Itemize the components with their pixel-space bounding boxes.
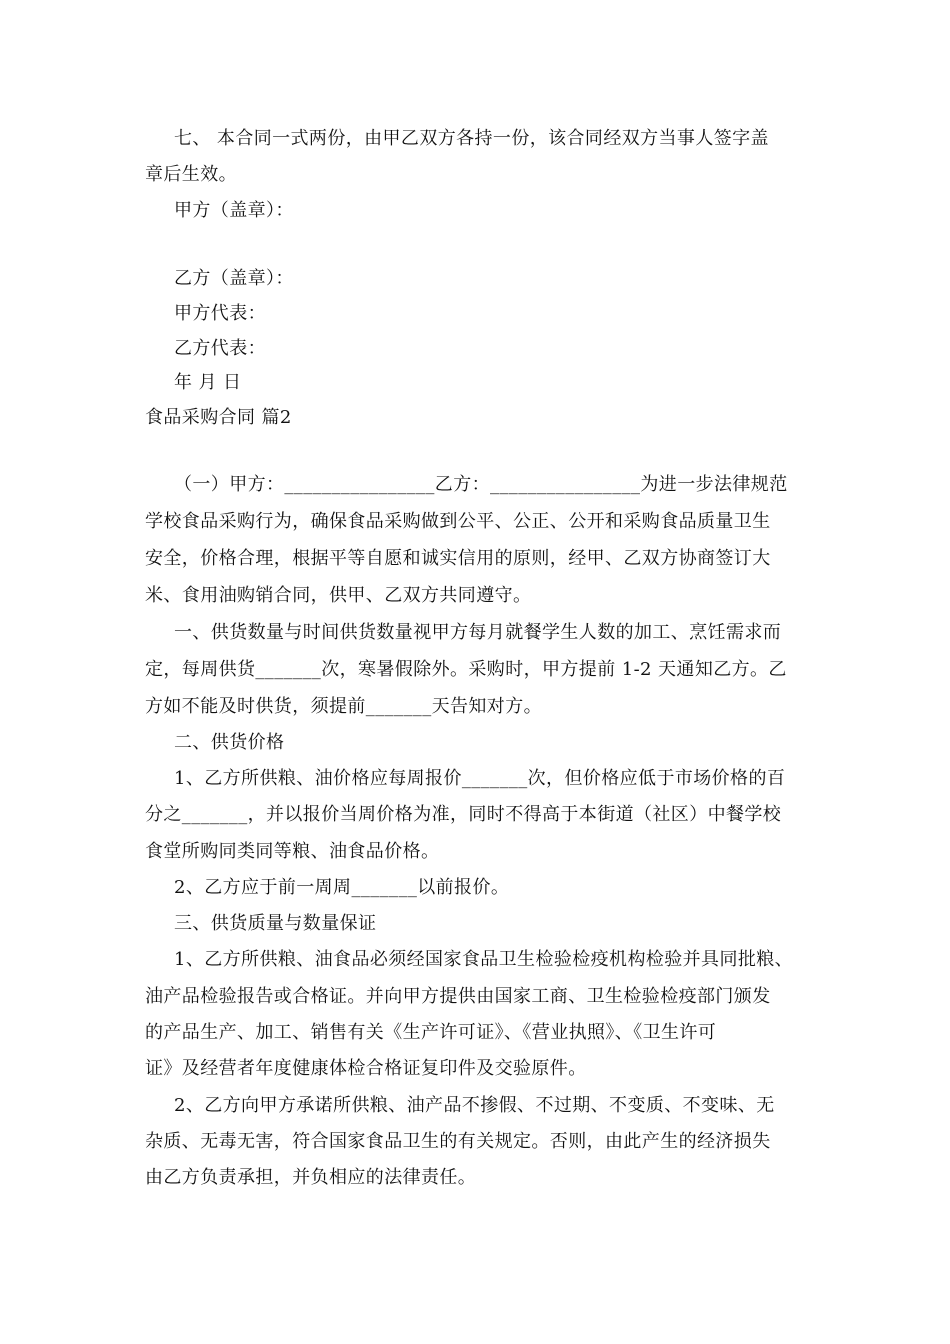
supply-quantity-line-3: 方如不能及时供货，须提前_______天告知对方。 <box>145 696 542 717</box>
quality-title: 三、供货质量与数量保证 <box>174 913 377 934</box>
clause-7-line-2: 章后生效。 <box>145 164 237 185</box>
supply-quantity-line-1: 一、供货数量与时间供货数量视甲方每月就餐学生人数的加工、烹饪需求而 <box>174 622 782 643</box>
intro-line-3: 安全，价格合理，根据平等自愿和诚实信用的原则，经甲、乙双方协商签订大 <box>145 548 771 569</box>
date-line: 年 月 日 <box>174 372 242 393</box>
price-clause-1-line-2: 分之_______，并以报价当周价格为准，同时不得高于本街道（社区）中餐学校 <box>145 804 782 825</box>
intro-line-4: 米、食用油购销合同，供甲、乙双方共同遵守。 <box>145 585 532 606</box>
quality-clause-2-line-2: 杂质、无毒无害，符合国家食品卫生的有关规定。否则，由此产生的经济损失 <box>145 1131 771 1152</box>
party-a-representative: 甲方代表： <box>174 303 266 324</box>
clause-7-line-1: 七、 本合同一式两份，由甲乙双方各持一份，该合同经双方当事人签字盖 <box>174 128 769 149</box>
party-b-representative: 乙方代表： <box>174 338 266 359</box>
section-heading: 食品采购合同 篇2 <box>145 407 292 428</box>
quality-clause-1-line-3: 的产品生产、加工、销售有关《生产许可证》、《营业执照》、《卫生许可 <box>145 1022 717 1043</box>
intro-line-2: 学校食品采购行为，确保食品采购做到公平、公正、公开和采购食品质量卫生 <box>145 511 771 532</box>
price-clause-1-line-3: 食堂所购同类同等粮、油食品价格。 <box>145 841 440 862</box>
quality-clause-1-line-1: 1、乙方所供粮、油食品必须经国家食品卫生检验检疫机构检验并具同批粮、 <box>174 949 794 970</box>
price-clause-1-line-1: 1、乙方所供粮、油价格应每周报价_______次，但价格应低于市场价格的百 <box>174 768 786 789</box>
quality-clause-2-line-3: 由乙方负责承担，并负相应的法律责任。 <box>145 1167 477 1188</box>
supply-quantity-line-2: 定，每周供货_______次，寒暑假除外。采购时，甲方提前 1-2 天通知乙方。乙 <box>145 659 787 680</box>
quality-clause-1-line-2: 油产品检验报告或合格证。并向甲方提供由国家工商、卫生检验检疫部门颁发 <box>145 986 771 1007</box>
party-b-seal: 乙方（盖章）： <box>174 268 294 289</box>
party-a-seal: 甲方（盖章）： <box>174 200 294 221</box>
quality-clause-1-line-4: 证》及经营者年度健康体检合格证复印件及交验原件。 <box>145 1058 587 1079</box>
supply-price-title: 二、供货价格 <box>174 732 285 753</box>
quality-clause-2-line-1: 2、乙方向甲方承诺所供粮、油产品不掺假、不过期、不变质、不变味、无 <box>174 1095 775 1116</box>
price-clause-2: 2、乙方应于前一周周_______以前报价。 <box>174 877 510 898</box>
intro-line-1: （一）甲方：________________乙方：________________为进一步法律规范 <box>174 474 788 495</box>
